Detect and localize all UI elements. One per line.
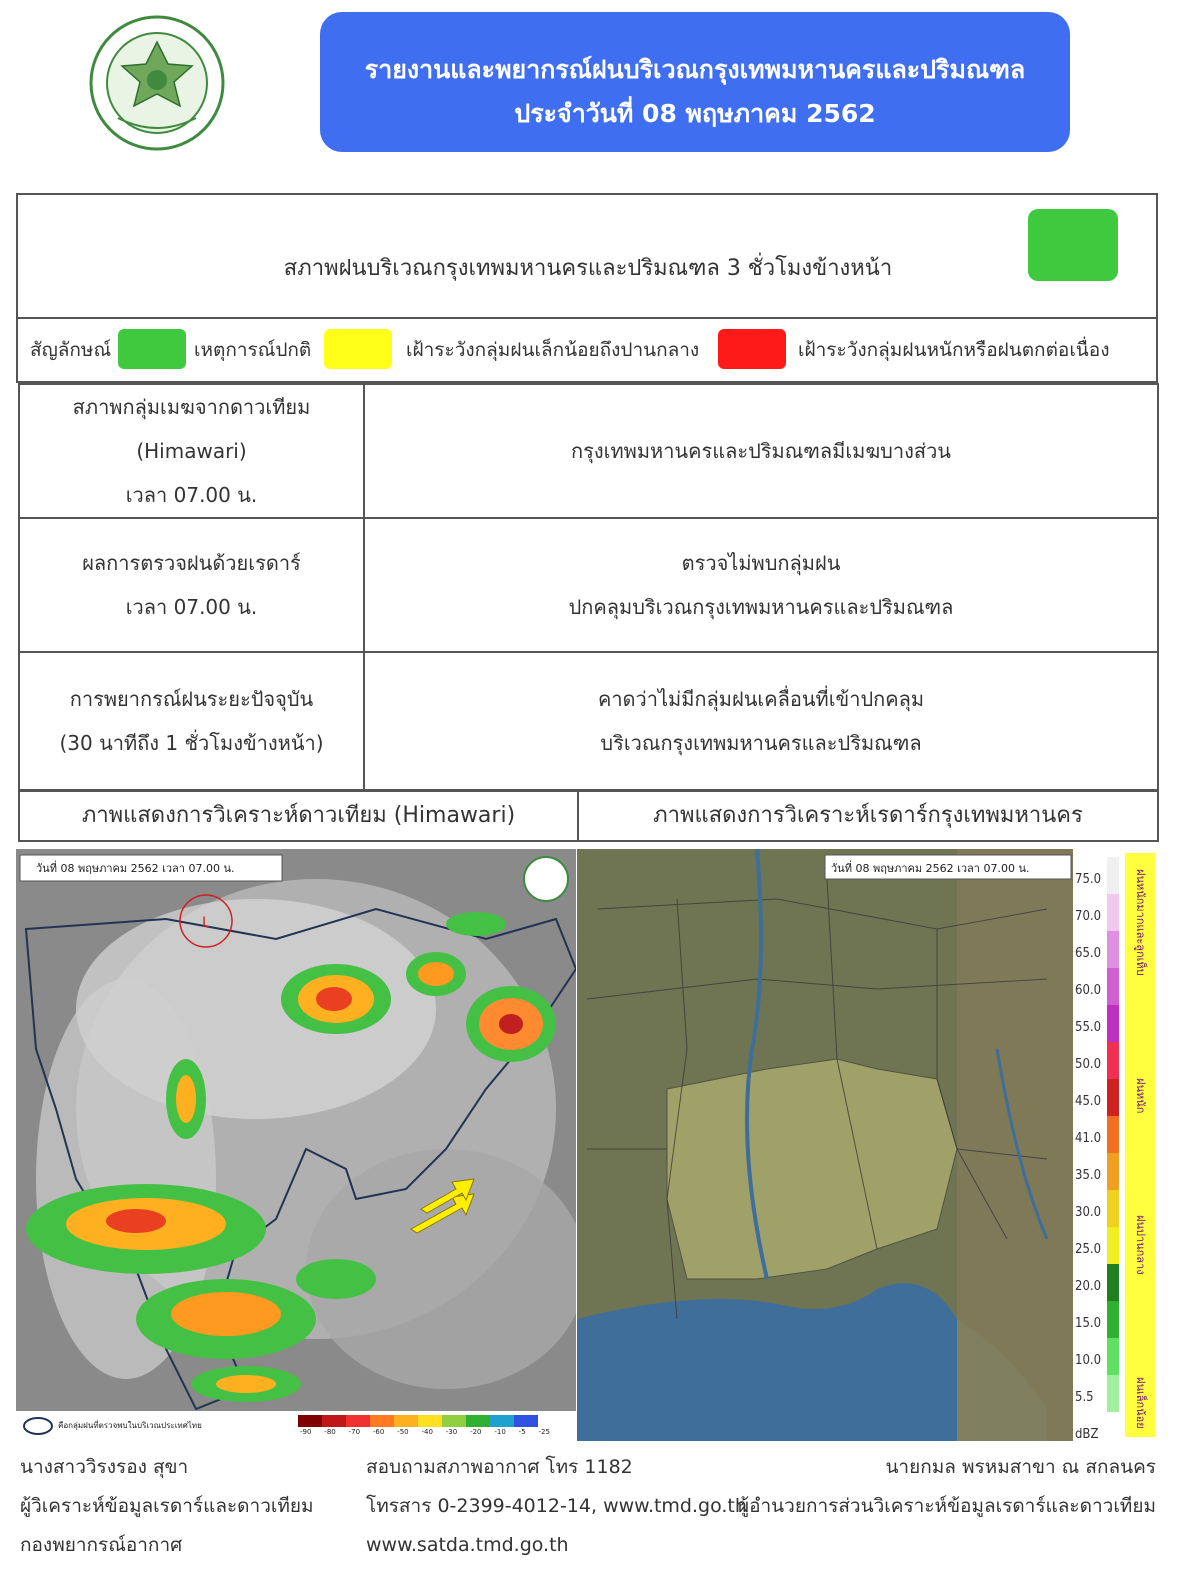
row-label <box>19 518 364 652</box>
table-row <box>19 652 1158 790</box>
report-date: ประจำวันที่ 08 พฤษภาคม 2562 <box>514 99 876 128</box>
tmd-seal-logo <box>88 14 226 152</box>
table-row <box>19 518 1158 652</box>
legend-item-moderate: เฝ้าระวังกลุ่มฝนเล็กน้อยถึงปานกลาง <box>406 339 700 361</box>
radar-scale-labels <box>1075 861 1105 1441</box>
footer-line: โทรสาร 0-2399-4012-14, www.tmd.go.th <box>366 1495 747 1517</box>
row-label-line: ผลการตรวจฝนด้วยเรดาร์ <box>82 551 301 575</box>
row-label-line: สภาพกลุ่มเมฆจากดาวเทียม <box>72 395 311 419</box>
row-label-line: (30 นาทีถึง 1 ชั่วโมงข้างหน้า) <box>59 731 324 755</box>
scale-tick: -50 <box>397 1428 409 1436</box>
scale-tick: -10 <box>494 1428 506 1436</box>
legend-row <box>18 319 1156 381</box>
legend-item-heavy: เฝ้าระวังกลุ่มฝนหนักหรือฝนตกต่อเนื่อง <box>798 339 1110 361</box>
scale-tick: 70.0 <box>1075 909 1102 924</box>
legend-swatch-yellow <box>324 329 392 369</box>
row-label-line: (Himawari) <box>136 439 247 463</box>
legend-swatch-red <box>718 329 786 369</box>
info-table <box>18 383 1159 791</box>
svg-text:L: L <box>202 915 210 931</box>
scale-tick: -25 <box>538 1428 550 1436</box>
footer-analyst <box>20 1448 314 1565</box>
footer-line: นางสาววิรงรอง สุขา <box>20 1456 189 1478</box>
status-title: สภาพฝนบริเวณกรุงเทพมหานครและปริมณฑล 3 ชั่วโมงข้างหน้า <box>283 256 893 281</box>
radar-image-title: ภาพแสดงการวิเคราะห์เรดาร์กรุงเทพมหานคร <box>577 790 1159 842</box>
scale-tick: 55.0 <box>1075 1020 1102 1035</box>
scale-tick: 35.0 <box>1075 1168 1102 1183</box>
scale-tick: dBZ <box>1075 1427 1099 1441</box>
band-label: ฝนเล็กน้อย <box>1134 1377 1147 1429</box>
row-label <box>19 384 364 518</box>
scale-tick: 41.0 <box>1075 1131 1102 1146</box>
footer-line: กองพยากรณ์อากาศ <box>20 1534 183 1556</box>
status-indicator <box>1028 209 1118 281</box>
legend-swatch-green <box>118 329 186 369</box>
scale-tick: -60 <box>372 1428 385 1436</box>
row-value-line: ปกคลุมบริเวณกรุงเทพมหานครและปริมณฑล <box>568 595 954 619</box>
scale-tick: 10.0 <box>1075 1353 1102 1368</box>
status-frame <box>16 193 1158 383</box>
scale-tick: -80 <box>324 1428 336 1436</box>
scale-tick: 30.0 <box>1075 1205 1102 1220</box>
satellite-image-title: ภาพแสดงการวิเคราะห์ดาวเทียม (Himawari) <box>18 790 579 842</box>
legend-label: สัญลักษณ์ <box>30 339 112 361</box>
row-value-line: ตรวจไม่พบกลุ่มฝน <box>681 551 841 575</box>
scale-tick: -70 <box>348 1428 361 1436</box>
radar-map-graphic <box>577 849 1158 1441</box>
footer-line: ผู้อำนวยการส่วนวิเคราะห์ข้อมูลเรดาร์และดาวเทียม <box>737 1495 1156 1517</box>
band-label: ฝนหนักมากและลูกเห็บ <box>1134 869 1147 976</box>
satellite-legend-label: คือกลุ่มฝนที่ตรวจพบในบริเวณประเทศไทย <box>58 1421 202 1430</box>
row-value <box>364 518 1158 652</box>
row-value <box>364 652 1158 790</box>
footer-contact <box>366 1448 747 1565</box>
band-label: ฝนปานกลาง <box>1134 1215 1147 1276</box>
row-value <box>364 384 1158 518</box>
row-label-line: เวลา 07.00 น. <box>125 483 258 507</box>
scale-tick: -30 <box>445 1428 458 1436</box>
row-value-line: บริเวณกรุงเทพมหานครและปริมณฑล <box>600 731 922 755</box>
status-row <box>18 195 1156 319</box>
report-title: รายงานและพยากรณ์ฝนบริเวณกรุงเทพมหานครและปริมณฑล <box>364 55 1026 84</box>
footer-line: นายกมล พรหมสาขา ณ สกลนคร <box>885 1456 1156 1478</box>
footer-line: www.satda.tmd.go.th <box>366 1534 569 1556</box>
row-label <box>19 652 364 790</box>
scale-tick: 65.0 <box>1075 946 1102 961</box>
scale-tick: -40 <box>421 1428 433 1436</box>
scale-tick: 45.0 <box>1075 1094 1102 1109</box>
satellite-image <box>16 849 576 1441</box>
row-label-line: เวลา 07.00 น. <box>125 595 258 619</box>
table-row <box>19 384 1158 518</box>
scale-tick: 25.0 <box>1075 1242 1102 1257</box>
scale-tick: 20.0 <box>1075 1279 1102 1294</box>
legend-item-normal: เหตุการณ์ปกติ <box>194 339 312 361</box>
scale-tick: 75.0 <box>1075 872 1102 887</box>
row-label-line: การพยากรณ์ฝนระยะปัจจุบัน <box>69 687 314 711</box>
radar-image <box>577 849 1158 1441</box>
satellite-map-graphic <box>16 849 576 1441</box>
scale-tick: -90 <box>300 1428 312 1436</box>
row-value-line: คาดว่าไม่มีกลุ่มฝนเคลื่อนที่เข้าปกคลุม <box>597 687 925 711</box>
radar-band-labels <box>1130 869 1150 1429</box>
satellite-scale-labels <box>300 1428 550 1436</box>
report-banner <box>320 12 1070 152</box>
radar-timestamp: วันที่ 08 พฤษภาคม 2562 เวลา 07.00 น. <box>831 862 1030 875</box>
footer-director <box>738 1448 1156 1526</box>
footer-line: ผู้วิเคราะห์ข้อมูลเรดาร์และดาวเทียม <box>20 1495 314 1517</box>
band-label: ฝนหนัก <box>1134 1077 1147 1114</box>
satellite-timestamp: วันที่ 08 พฤษภาคม 2562 เวลา 07.00 น. <box>36 862 235 875</box>
scale-tick: 50.0 <box>1075 1057 1102 1072</box>
scale-tick: -5 <box>518 1428 526 1436</box>
satellite-color-scale <box>298 1415 538 1427</box>
footer-line: สอบถามสภาพอากาศ โทร 1182 <box>366 1456 633 1478</box>
row-value-line: กรุงเทพมหานครและปริมณฑลมีเมฆบางส่วน <box>571 439 951 463</box>
scale-tick: 60.0 <box>1075 983 1102 998</box>
scale-tick: 5.5 <box>1075 1390 1094 1405</box>
scale-tick: -20 <box>470 1428 482 1436</box>
scale-tick: 15.0 <box>1075 1316 1102 1331</box>
